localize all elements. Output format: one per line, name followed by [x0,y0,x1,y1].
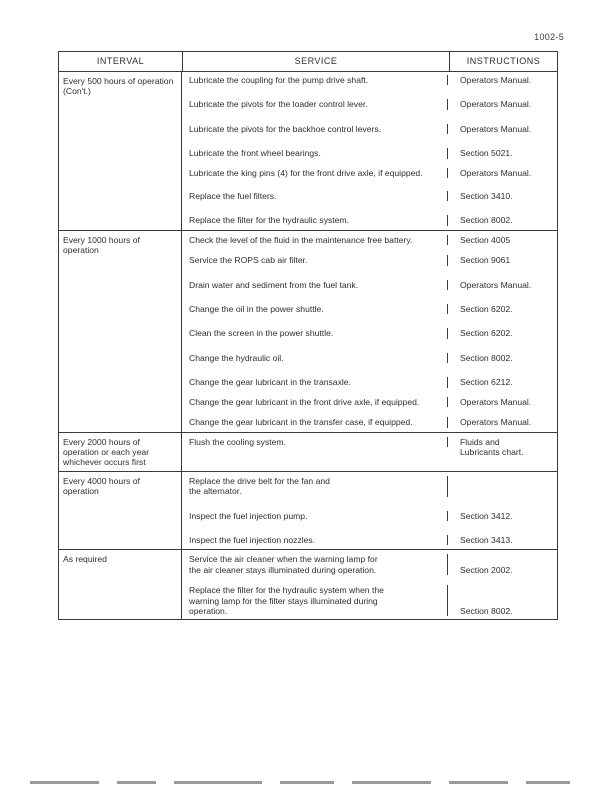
service-text: Service the ROPS cab air filter. [182,255,448,265]
service-text: Flush the cooling system. [182,437,448,447]
interval-group [59,72,557,231]
instruction-text: Section 3413. [460,534,513,545]
table-row [182,585,557,616]
table-row [182,215,557,225]
interval-group [59,433,557,472]
service-text: Check the level of the fluid in the maintenance free battery. [182,235,448,245]
table-row [182,191,557,201]
service-text: Drain water and sediment from the fuel tank. [182,280,448,290]
service-text: Replace the drive belt for the fan and the alternator. [182,476,448,497]
table-row [182,417,557,427]
service-text: Lubricate the front wheel bearings. [182,148,448,158]
interval-label: Every 2000 hours of operation or each year whichever occurs first [59,433,182,471]
instruction-text: Section 9061 [460,255,511,266]
service-text: Replace the filter for the hydraulic system when the warning lamp for the filter stays illuminated during operation. [182,585,448,616]
service-text: Change the gear lubricant in the transaxle. [182,377,448,387]
service-text: Clean the screen in the power shuttle. [182,328,448,338]
instruction-text: Operators Manual. [460,396,532,407]
service-text: Change the gear lubricant in the transfer case, if equipped. [182,417,448,427]
maintenance-schedule-table [58,51,558,620]
header-service: SERVICE [183,52,450,71]
service-text: Lubricate the pivots for the backhoe control levers. [182,124,448,134]
instruction-text: Fluids and Lubricants chart. [460,436,524,457]
service-text: Inspect the fuel injection nozzles. [182,535,448,545]
instruction-text: Section 6202. [460,328,513,339]
instruction-text: Operators Manual. [460,75,532,85]
instruction-text: Section 3412. [460,510,513,521]
service-text: Change the gear lubricant in the front drive axle, if equipped. [182,397,448,407]
interval-label: As required [59,550,182,619]
table-row [182,554,557,575]
instruction-text: Operators Manual. [460,167,532,178]
instruction-text: Section 3410. [460,191,513,202]
interval-label: Every 4000 hours of operation [59,472,182,550]
instruction-text: Section 4005 [460,234,511,245]
page-number: 1002-5 [534,32,564,42]
service-text: Replace the fuel filters. [182,191,448,201]
instruction-text: Section 6212. [460,377,513,388]
header-interval: INTERVAL [59,52,183,71]
instruction-text: Section 8002. [460,605,513,616]
table-row [182,148,557,158]
table-row [182,255,557,265]
table-row [182,437,557,458]
interval-label: Every 500 hours of operation (Con't.) [59,72,182,230]
interval-label: Every 1000 hours of operation [59,231,182,432]
service-text: Change the oil in the power shuttle. [182,304,448,314]
table-row [182,535,557,545]
table-row [182,75,557,85]
table-header [59,52,557,72]
instruction-text: Section 8002. [460,215,513,226]
header-instructions: INSTRUCTIONS [466,56,541,67]
table-row [182,397,557,407]
interval-group [59,472,557,551]
table-row [182,304,557,314]
instruction-text: Operators Manual. [460,99,532,110]
service-text: Lubricate the coupling for the pump drive shaft. [182,75,448,85]
scan-artifact-marks [30,781,570,785]
instruction-text: Section 2002. [460,564,513,575]
service-text: Lubricate the pivots for the loader control lever. [182,99,448,109]
interval-group [59,231,557,433]
table-row [182,168,557,178]
instruction-text: Section 6202. [460,304,513,315]
table-row [182,511,557,521]
table-row [182,353,557,363]
service-text: Service the air cleaner when the warning lamp for the air cleaner stays illuminated during operation. [182,554,448,575]
service-text: Change the hydraulic oil. [182,353,448,363]
instruction-text: Operators Manual. [460,279,532,290]
service-text: Lubricate the king pins (4) for the front drive axle, if equipped. [182,168,448,178]
service-text: Replace the filter for the hydraulic system. [182,215,448,225]
instruction-text: Section 8002. [460,352,513,363]
service-text: Inspect the fuel injection pump. [182,511,448,521]
table-row [182,476,557,497]
table-row [182,377,557,387]
table-row [182,280,557,290]
table-row [182,124,557,134]
instruction-text: Section 5021. [460,148,513,159]
interval-group [59,550,557,619]
instruction-text: Operators Manual. [460,417,532,428]
instruction-text: Operators Manual. [460,123,532,134]
table-row [182,235,557,245]
table-row [182,99,557,109]
table-row [182,328,557,338]
